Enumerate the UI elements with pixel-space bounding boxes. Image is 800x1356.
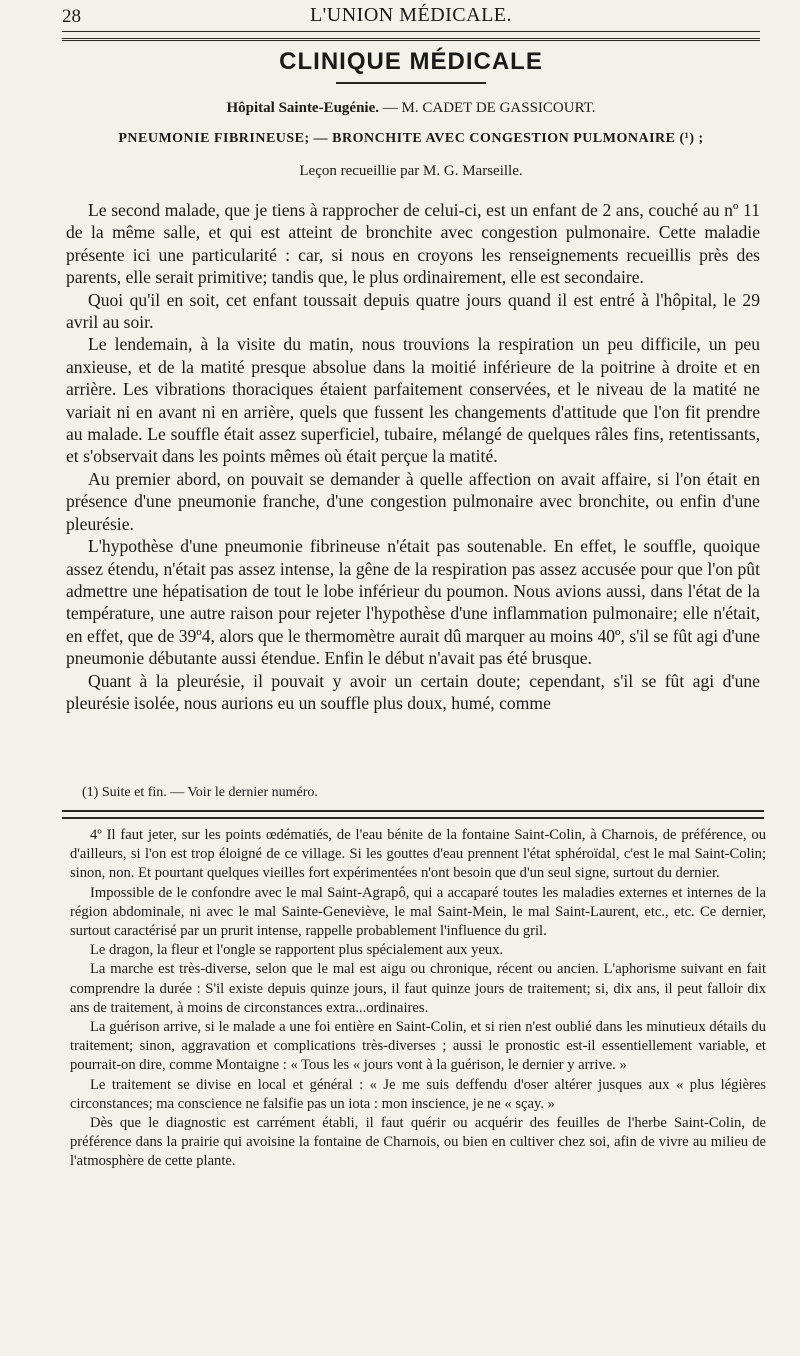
feuilleton-paragraph: Dès que le diagnostic est carrément établi, il faut quérir ou acquérir des feuilles de l'herbe Saint-Colin, de préférence dans la prairie qui avoisine la fontaine de Charnois, ou bien en cultiver chez soi, afin de vivre au milieu de l'atmosphère de cette plante. (70, 1115, 766, 1170)
article-paragraph: Le lendemain, à la visite du matin, nous trouvions la respiration un peu difficile, un peu anxieuse, et de la matité presque absolue dans la moitié inférieure de la poitrine à droite et en arrière. Les vibrations thoraciques étaient parfaitement conservées, et le niveau de la matité ne variait ni en avant ni en arrière, quels que fussent les changements d'attitude que l'on fit prendre au malade. Le souffle était assez superficiel, tubaire, mélangé de quelques râles fins, retentissants, et s'observait dans les points mêmes où était perçue la matité. (66, 334, 760, 467)
header-rule (62, 31, 760, 32)
feuilleton-paragraph: 4º Il faut jeter, sur les points œdématiés, de l'eau bénite de la fontaine Saint-Colin, à Charnois, de préférence, ou d'ailleurs, si l'on est trop éloigné de ce village. Si les gouttes d'eau prennent l'état sphéroïdal, c'est le mal Saint-Colin; sinon, non. Et pourtant quelques vieilles fort expérimentées n'ont besoin que d'un seul signe, surtout du dernier. (70, 827, 766, 882)
section-title: CLINIQUE MÉDICALE (279, 48, 543, 75)
article-paragraph: Quoi qu'il en soit, cet enfant toussait depuis quatre jours quand il est entré à l'hôpital, le 29 avril au soir. (66, 289, 760, 333)
journal-title: L'UNION MÉDICALE. (309, 4, 513, 26)
running-head (62, 4, 760, 30)
hospital-name: Hôpital Sainte-Eugénie. (226, 100, 380, 116)
feuilleton-body (70, 826, 766, 1172)
article-body (66, 199, 760, 714)
feuilleton-paragraph: Le traitement se divise en local et général : « Je me suis deffendu d'oser altérer jusques aux « plus légières circonstances; ma conscience ne falsifie pas un iota : mon inscience, je ne « sçay. » (70, 1076, 766, 1112)
feuilleton-paragraph: La marche est très-diverse, selon que le mal est aigu ou chronique, récent ou ancien. L'aphorisme suivant en fait comprendre la durée : S'il existe depuis quinze jours, il faut quinze jours de traitement; si, dix ans, il peut falloir dix ans de traitement, à moins de circonstances extra...ordinaires. (70, 961, 766, 1016)
header-double-rule (62, 38, 760, 41)
doctor-name: — M. CADET DE GASSICOURT. (382, 100, 596, 116)
article-paragraph: Quant à la pleurésie, il pouvait y avoir un certain doute; cependant, s'il se fût agi d'une pleurésie isolée, nous aurions eu un souffle plus doux, humé, comme (66, 670, 760, 713)
feuilleton-paragraph: La guérison arrive, si le malade a une foi entière en Saint-Colin, et si rien n'est oublié dans les minutieux détails du traitement; sinon, aggravation et complications très-diverses ; aussi le pronostic est-il essentiellement variable, et pourrait-on dire, comme Montaigne : « Tous les « jours vont à la guérison, le dernier y arrive. » (70, 1019, 766, 1074)
article-paragraph: L'hypothèse d'une pneumonie fibrineuse n'était pas soutenable. En effet, le souffle, quoique assez étendu, n'était pas assez intense, la gêne de la respiration pas assez accusée pour que l'on pût admettre une hépatisation de tout le lobe inférieur du poumon. Nous avions aussi, dans l'état de la température, une autre raison pour rejeter l'hypothèse d'une inflammation pulmonaire; elle n'était, en effet, que de 39º4, alors que le thermomètre aurait dû marquer au moins 40º, s'il se fût agi d'une pneumonie débutante aussi étendue. Enfin le début n'avait pas été brusque. (66, 536, 760, 669)
article-paragraph: Le second malade, que je tiens à rapprocher de celui-ci, est un enfant de 2 ans, couché au nº 11 de la même salle, et qui est atteint de bronchite avec congestion pulmonaire. Cette maladie présente ici une particularité : car, si nous en croyons les renseignements recueillis près des parents, elle serait primitive; tandis que, le plus ordinairement, elle est secondaire. (66, 200, 760, 288)
hospital-line (62, 100, 760, 117)
feuilleton-rule (62, 817, 764, 819)
page-number: 28 (62, 6, 81, 27)
footnote: (1) Suite et fin. — Voir le dernier numéro. (82, 785, 318, 800)
byline: Leçon recueillie par M. G. Marseille. (299, 163, 523, 179)
feuilleton-paragraph: Impossible de le confondre avec le mal Saint-Agrapô, qui a accaparé toutes les maladies externes et internes de la région abdominale, ni avec le mal Sainte-Geneviève, le mal Saint-Mein, le mal Saint-Laurent, etc., etc. Ce dernier, surtout caractérisé par un prurit intense, rappelle probablement l'influence du gril. (70, 884, 766, 940)
feuilleton-paragraph: Le dragon, la fleur et l'ongle se rapportent plus spécialement aux yeux. (90, 942, 504, 959)
article-paragraph: Au premier abord, on pouvait se demander à quelle affection on avait affaire, si l'on était en présence d'une pneumonie franche, d'une congestion pulmonaire avec bronchite, ou enfin d'une pleurésie. (66, 468, 760, 534)
lecture-subtitle: PNEUMONIE FIBRINEUSE; — BRONCHITE AVEC CONGESTION PULMONAIRE (¹) ; (118, 131, 704, 146)
feuilleton-rule (62, 810, 764, 812)
section-title-underline (336, 82, 486, 84)
